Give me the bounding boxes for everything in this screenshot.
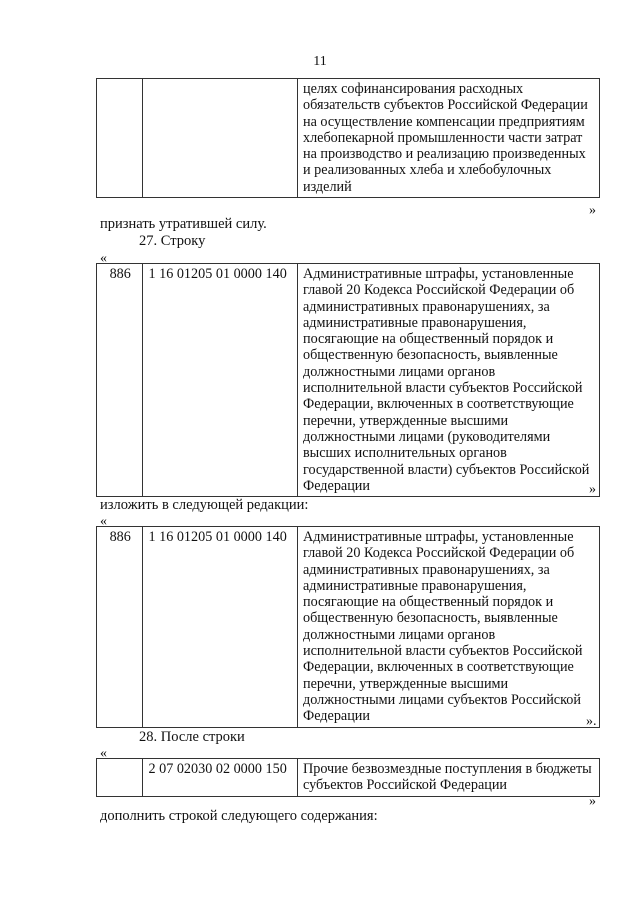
table-continuation <box>96 78 600 198</box>
table-row <box>97 759 600 797</box>
table-row <box>97 79 600 198</box>
code-cell <box>97 759 143 797</box>
description-cell: Административные штрафы, установленные главой 20 Кодекса Российской Федерации об административных правонарушениях, за административные правонарушения, посягающие на общественный порядок и общественную безопасность, выявленные должностными лицами органов исполнительной власти субъектов Российской Федерации, включенных в соответствующие перечни, утвержденные высшими должностными лицами субъектов Российской Федерации <box>297 527 599 728</box>
kbk-cell: 1 16 01205 01 0000 140 <box>143 527 298 728</box>
closing-quote: ». <box>586 714 597 729</box>
opening-quote: « <box>100 746 107 761</box>
table-after-row <box>96 758 600 797</box>
description-cell: Прочие безвозмездные поступления в бюджеты субъектов Российской Федерации <box>297 759 599 797</box>
kbk-cell: 1 16 01205 01 0000 140 <box>143 264 298 497</box>
item-heading: 28. После строки <box>139 729 245 745</box>
opening-quote: « <box>100 514 107 529</box>
code-cell <box>97 79 143 198</box>
paragraph-line: изложить в следующей редакции: <box>100 497 309 513</box>
description-cell: целях софинансирования расходных обязательств субъектов Российской Федерации на осуществление компенсации предприятиям хлебопекарной промышленности части затрат на производство и реализацию произведенных и реализованных хлеба и хлебобулочных изделий <box>297 79 599 198</box>
description-cell: Административные штрафы, установленные главой 20 Кодекса Российской Федерации об административных правонарушениях, за административные правонарушения, посягающие на общественный порядок и общественную безопасность, выявленные должностными лицами органов исполнительной власти субъектов Российской Федерации, включенных в соответствующие перечни, утвержденные высшими должностными лицами (руководителями высших исполнительных органов государственной власти) субъектов Российской Федерации <box>297 264 599 497</box>
kbk-cell <box>143 79 298 198</box>
opening-quote: « <box>100 251 107 266</box>
table-row <box>97 264 600 497</box>
item-heading: 27. Строку <box>139 233 206 249</box>
page-number: 11 <box>313 54 327 69</box>
closing-quote: » <box>589 203 596 218</box>
closing-quote: » <box>589 482 596 497</box>
table-row <box>97 527 600 728</box>
paragraph-line: признать утратившей силу. <box>100 216 267 232</box>
table-new-row <box>96 526 600 728</box>
code-cell: 886 <box>97 264 143 497</box>
closing-quote: » <box>589 794 596 809</box>
table-old-row <box>96 263 600 497</box>
paragraph-line: дополнить строкой следующего содержания: <box>100 808 378 824</box>
kbk-cell: 2 07 02030 02 0000 150 <box>143 759 298 797</box>
code-cell: 886 <box>97 527 143 728</box>
